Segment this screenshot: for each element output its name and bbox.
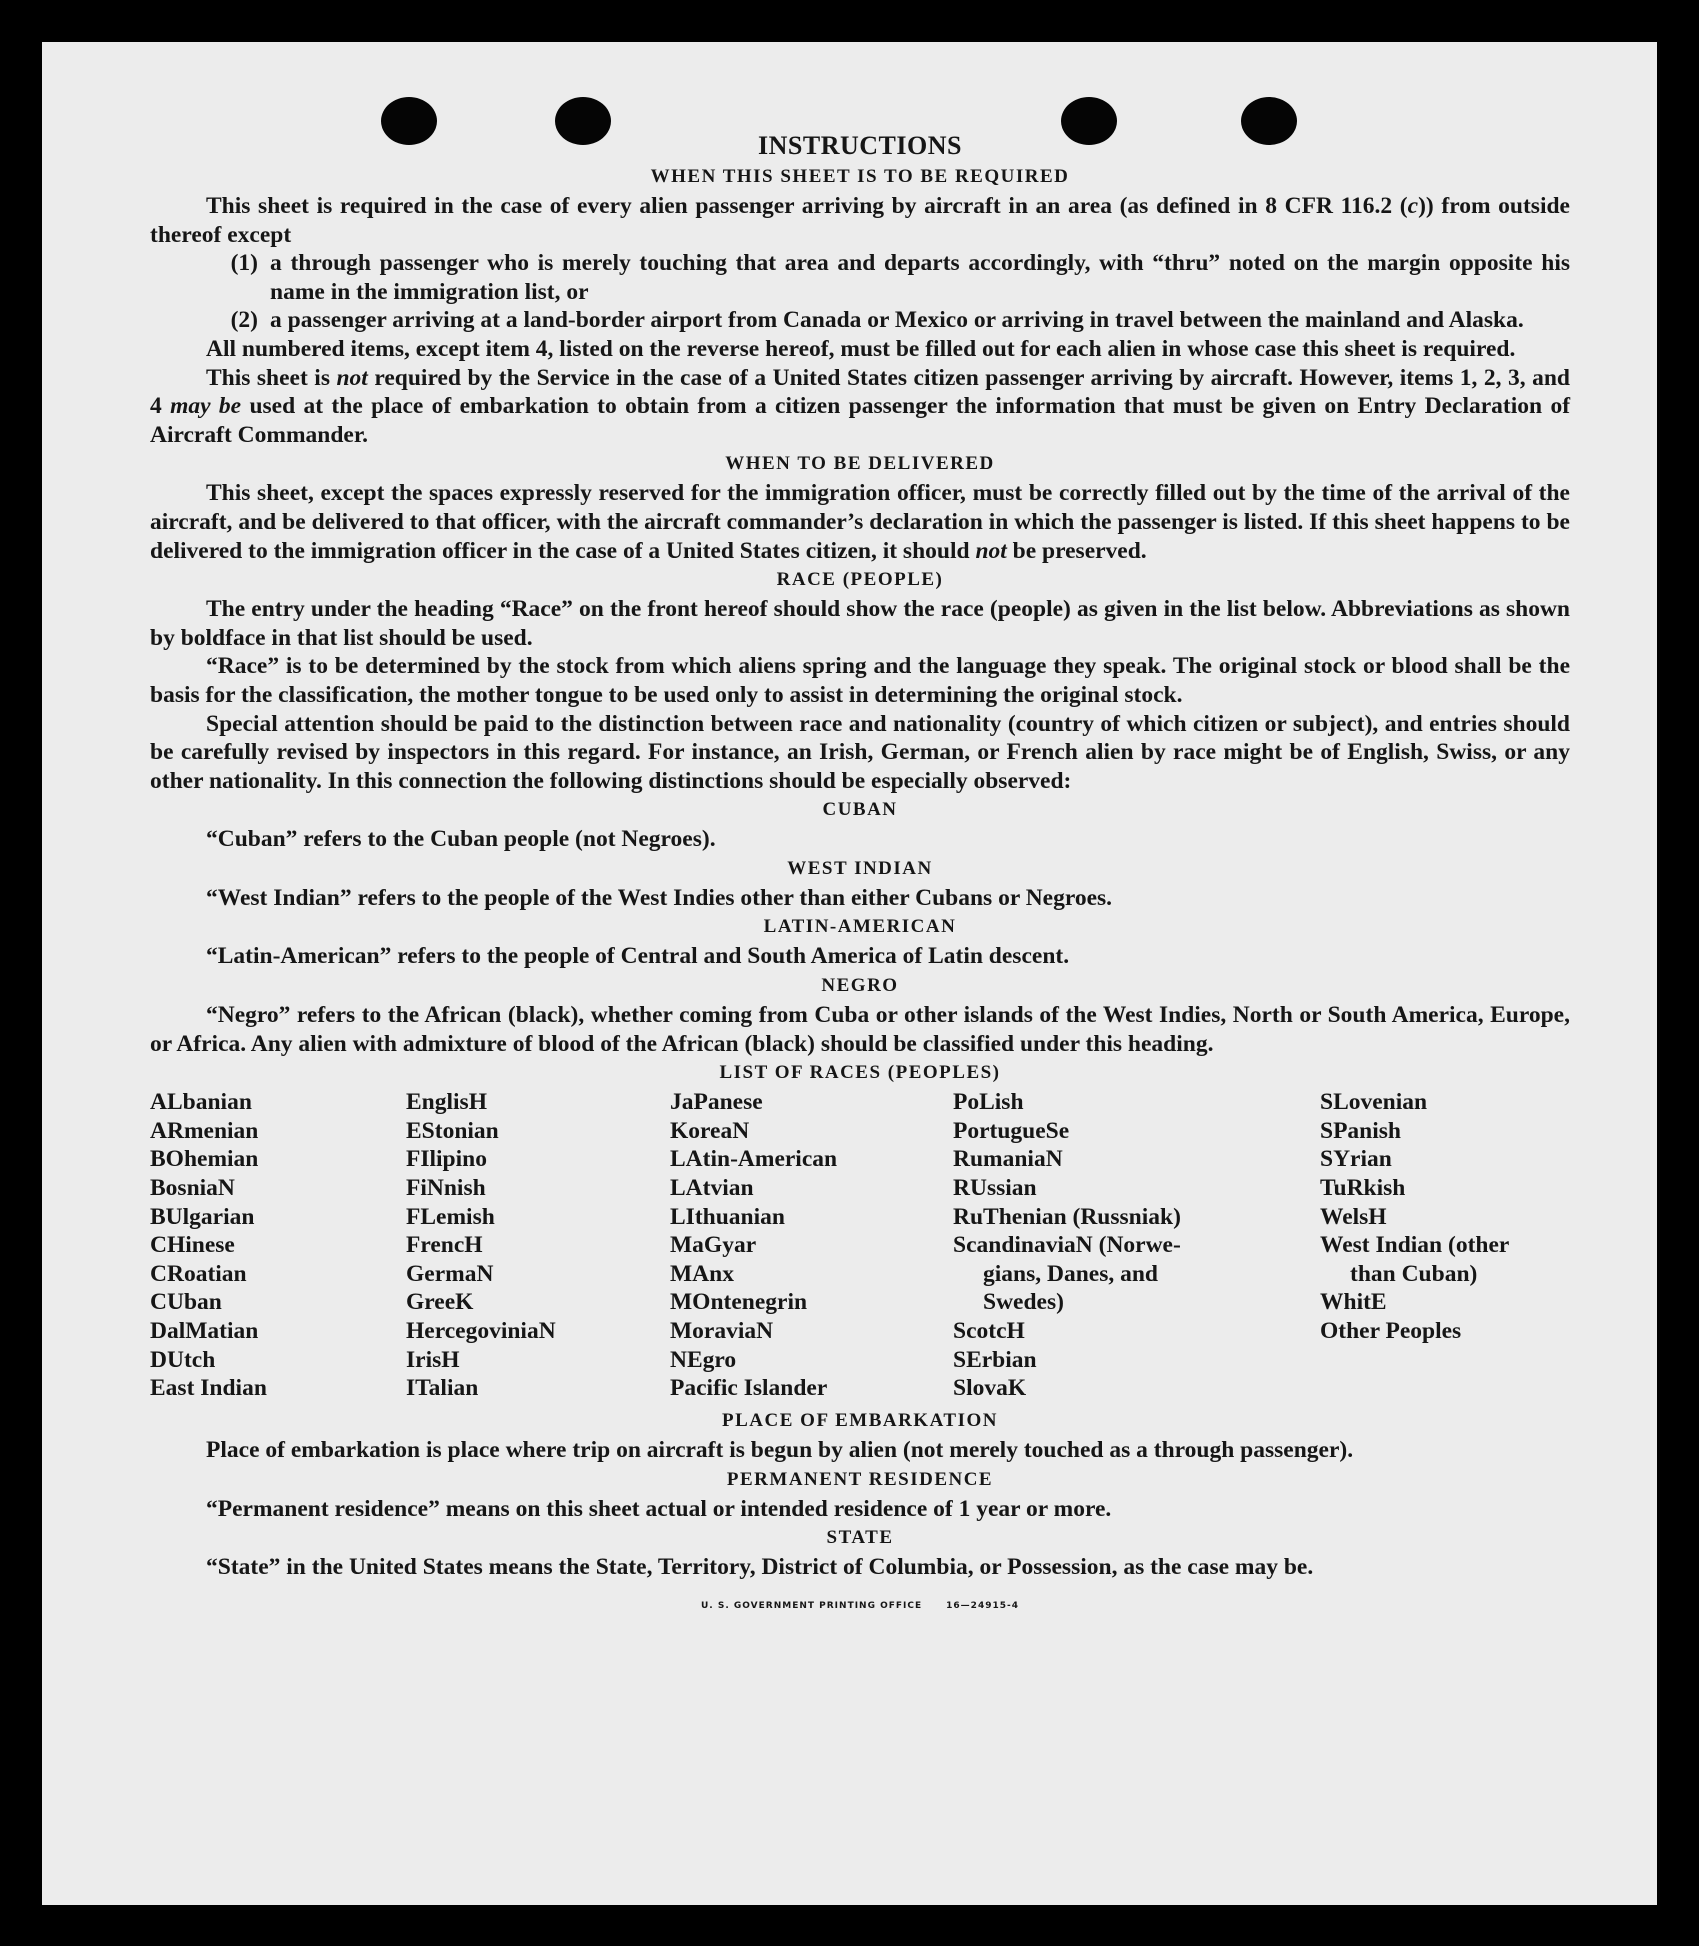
race-entry: LAtin-American	[670, 1146, 838, 1173]
race-entry: East Indian	[150, 1375, 267, 1402]
instructions-text	[150, 130, 1570, 1621]
race-entry: HercegoviniaN	[406, 1318, 556, 1344]
paragraph: “Negro” refers to the African (black), whether coming from Cuba or other islands of the West Indies, North or South America, Europe, or Africa. Any alien with admixture of blood of the African (black) should be classified under this heading.	[150, 1002, 1570, 1057]
text: This sheet, except the spaces expressly reserved for the immigration officer, must be correctly filled out by the time of the arrival of the aircraft, and be delivered to that officer, with the aircraft commander’s declaration in which the passenger is listed. If this sheet happens to be delivered to the immigration officer in the case of a United States citizen, it should	[150, 480, 1570, 564]
race-entry: Swedes)	[983, 1289, 1064, 1316]
paragraph: “West Indian” refers to the people of the West Indies other than either Cubans or Negroes.	[206, 884, 1113, 911]
race-column	[406, 1088, 556, 1403]
section-heading: LATIN-AMERICAN	[763, 916, 957, 938]
race-entry: Pacific Islander	[670, 1375, 828, 1402]
race-entry: CRoatian	[150, 1260, 247, 1287]
race-entry: RuThenian (Russniak)	[953, 1203, 1181, 1230]
race-entry: PortugueSe	[953, 1117, 1070, 1144]
race-entry: DalMatian	[150, 1318, 259, 1344]
race-entry: WelsH	[1320, 1203, 1387, 1230]
list-item	[150, 306, 1570, 335]
race-entry: SYrian	[1320, 1146, 1392, 1173]
paragraph: All numbered items, except item 4, listed on the reverse hereof, must be filled out for each alien in whose case this sheet is required.	[206, 335, 1516, 362]
race-column	[670, 1088, 837, 1403]
race-entry: GreeK	[406, 1289, 474, 1316]
item-number: (1)	[230, 250, 258, 277]
section-heading: RACE (PEOPLE)	[776, 569, 944, 591]
text: required by the Service in the case of a United States citizen passenger arriving by aircraft. However, items 1, 2, 3, and 4	[150, 364, 1571, 420]
paragraph: “Cuban” refers to the Cuban people (not Negroes).	[206, 826, 716, 853]
paragraph: Place of embarkation is place where trip on aircraft is begun by alien (not merely touched as a through passenger).	[206, 1437, 1354, 1464]
paragraph: The entry under the heading “Race” on the front hereof should show the race (people) as given in the list below. Abbreviations as shown by boldface in that list should be used.	[150, 596, 1570, 651]
race-entry: JaPanese	[670, 1089, 763, 1116]
race-entry: MoraviaN	[670, 1318, 774, 1344]
text: )) from outside thereof except	[150, 193, 1570, 248]
race-entry: KoreaN	[670, 1117, 750, 1144]
race-entry: SErbian	[953, 1346, 1037, 1373]
text: be preserved.	[1006, 537, 1147, 564]
race-entry: BOhemian	[150, 1146, 259, 1173]
item-text: a passenger arriving at a land-border airport from Canada or Mexico or arriving in travel between the mainland and Alaska.	[270, 307, 1524, 334]
text: not	[975, 537, 1007, 564]
race-list	[150, 1088, 1570, 1406]
race-column	[150, 1088, 267, 1403]
paragraph	[150, 192, 1570, 249]
race-entry: PoLish	[953, 1089, 1024, 1116]
section-heading: WHEN THIS SHEET IS TO BE REQUIRED	[650, 166, 1070, 187]
race-entry: ITalian	[406, 1375, 479, 1402]
section-heading: LIST OF RACES (PEOPLES)	[719, 1062, 1001, 1084]
section-heading: NEGRO	[821, 975, 899, 997]
paragraph: “Latin-American” refers to the people of Central and South America of Latin descent.	[206, 943, 1070, 970]
race-entry: EnglisH	[406, 1089, 487, 1116]
race-entry: RumaniaN	[953, 1146, 1063, 1173]
race-entry: TuRkish	[1320, 1175, 1406, 1202]
printer-name: U. S. GOVERNMENT PRINTING OFFICE	[700, 1601, 923, 1612]
race-entry: ScandinaviaN (Norwe-	[953, 1232, 1181, 1259]
paragraph	[150, 479, 1570, 565]
race-entry: ARmenian	[150, 1117, 259, 1144]
text: used at the place of embarkation to obtain from a citizen passenger the information that must be given on Entry Declaration of Aircraft Commander.	[150, 393, 1571, 448]
race-entry: BUlgarian	[150, 1203, 255, 1230]
section-heading: WEST INDIAN	[787, 857, 933, 879]
race-entry: MAnx	[670, 1260, 734, 1287]
section-heading: WHEN TO BE DELIVERED	[725, 453, 995, 475]
race-entry: WhitE	[1320, 1289, 1387, 1316]
race-entry: than Cuban)	[1350, 1260, 1478, 1287]
race-column	[953, 1088, 1181, 1403]
race-entry: DUtch	[150, 1346, 216, 1373]
text: This sheet is required in the case of every alien passenger arriving by aircraft in an area (as defined in 8 CFR 116.2 (	[206, 193, 1408, 219]
race-entry: SPanish	[1320, 1117, 1401, 1144]
race-entry: CHinese	[150, 1232, 235, 1259]
race-entry: MaGyar	[670, 1232, 757, 1259]
text: not	[336, 364, 368, 391]
race-entry: IrisH	[406, 1346, 460, 1373]
race-column	[1320, 1088, 1509, 1345]
race-entry: LAtvian	[670, 1175, 754, 1202]
race-entry: Other Peoples	[1320, 1318, 1462, 1344]
list-item	[150, 249, 1570, 306]
printer-imprint	[150, 1592, 1570, 1621]
item-text: a through passenger who is merely touching that area and departs accordingly, with “thru” noted on the margin opposite his name in the immigration list, or	[270, 250, 1570, 305]
race-entry: BosniaN	[150, 1175, 235, 1202]
section-heading: PLACE OF EMBARKATION	[722, 1410, 998, 1432]
section-heading: PERMANENT RESIDENCE	[726, 1468, 994, 1490]
text: may be	[170, 393, 242, 420]
paragraph: “Permanent residence” means on this sheet actual or intended residence of 1 year or more.	[206, 1495, 1112, 1522]
text: c	[1407, 193, 1419, 219]
race-entry: FLemish	[406, 1203, 495, 1230]
race-entry: CUban	[150, 1289, 222, 1316]
paragraph: Special attention should be paid to the distinction between race and nationality (country of which citizen or subject), and entries should be carefully revised by inspectors in this regard. For instance, an Irish, German, or French alien by race might be of English, Swiss, or any other nationality. In this connection the following distinctions should be especially observed:	[150, 710, 1570, 794]
text: This sheet is	[206, 364, 337, 391]
race-entry: ScotcH	[953, 1318, 1025, 1344]
paragraph: “State” in the United States means the State, Territory, District of Columbia, or Possession, as the case may be.	[206, 1554, 1314, 1581]
paragraph	[150, 364, 1570, 450]
race-entry: SlovaK	[953, 1375, 1027, 1402]
page-title: INSTRUCTIONS	[758, 131, 962, 160]
race-entry: LIthuanian	[670, 1203, 785, 1230]
race-entry: West Indian (other	[1320, 1232, 1510, 1259]
race-entry: FIlipino	[406, 1146, 487, 1173]
race-entry: FrencH	[406, 1232, 483, 1259]
race-entry: NEgro	[670, 1346, 737, 1373]
race-entry: ALbanian	[150, 1089, 252, 1116]
race-entry: GermaN	[406, 1260, 494, 1287]
paragraph: “Race” is to be determined by the stock from which aliens spring and the language they speak. The original stock or blood shall be the basis for the classification, the mother tongue to be used only to assist in determining the original stock.	[150, 653, 1570, 708]
race-entry: SLovenian	[1320, 1089, 1428, 1116]
form-code: 16—24915-4	[946, 1601, 1019, 1612]
section-heading: CUBAN	[822, 799, 898, 821]
race-entry: FiNnish	[406, 1175, 486, 1202]
item-number: (2)	[230, 307, 258, 334]
section-heading: STATE	[826, 1527, 894, 1549]
race-entry: EStonian	[406, 1117, 499, 1144]
race-entry: gians, Danes, and	[983, 1260, 1158, 1287]
race-entry: RUssian	[953, 1175, 1037, 1202]
race-entry: MOntenegrin	[670, 1289, 808, 1316]
